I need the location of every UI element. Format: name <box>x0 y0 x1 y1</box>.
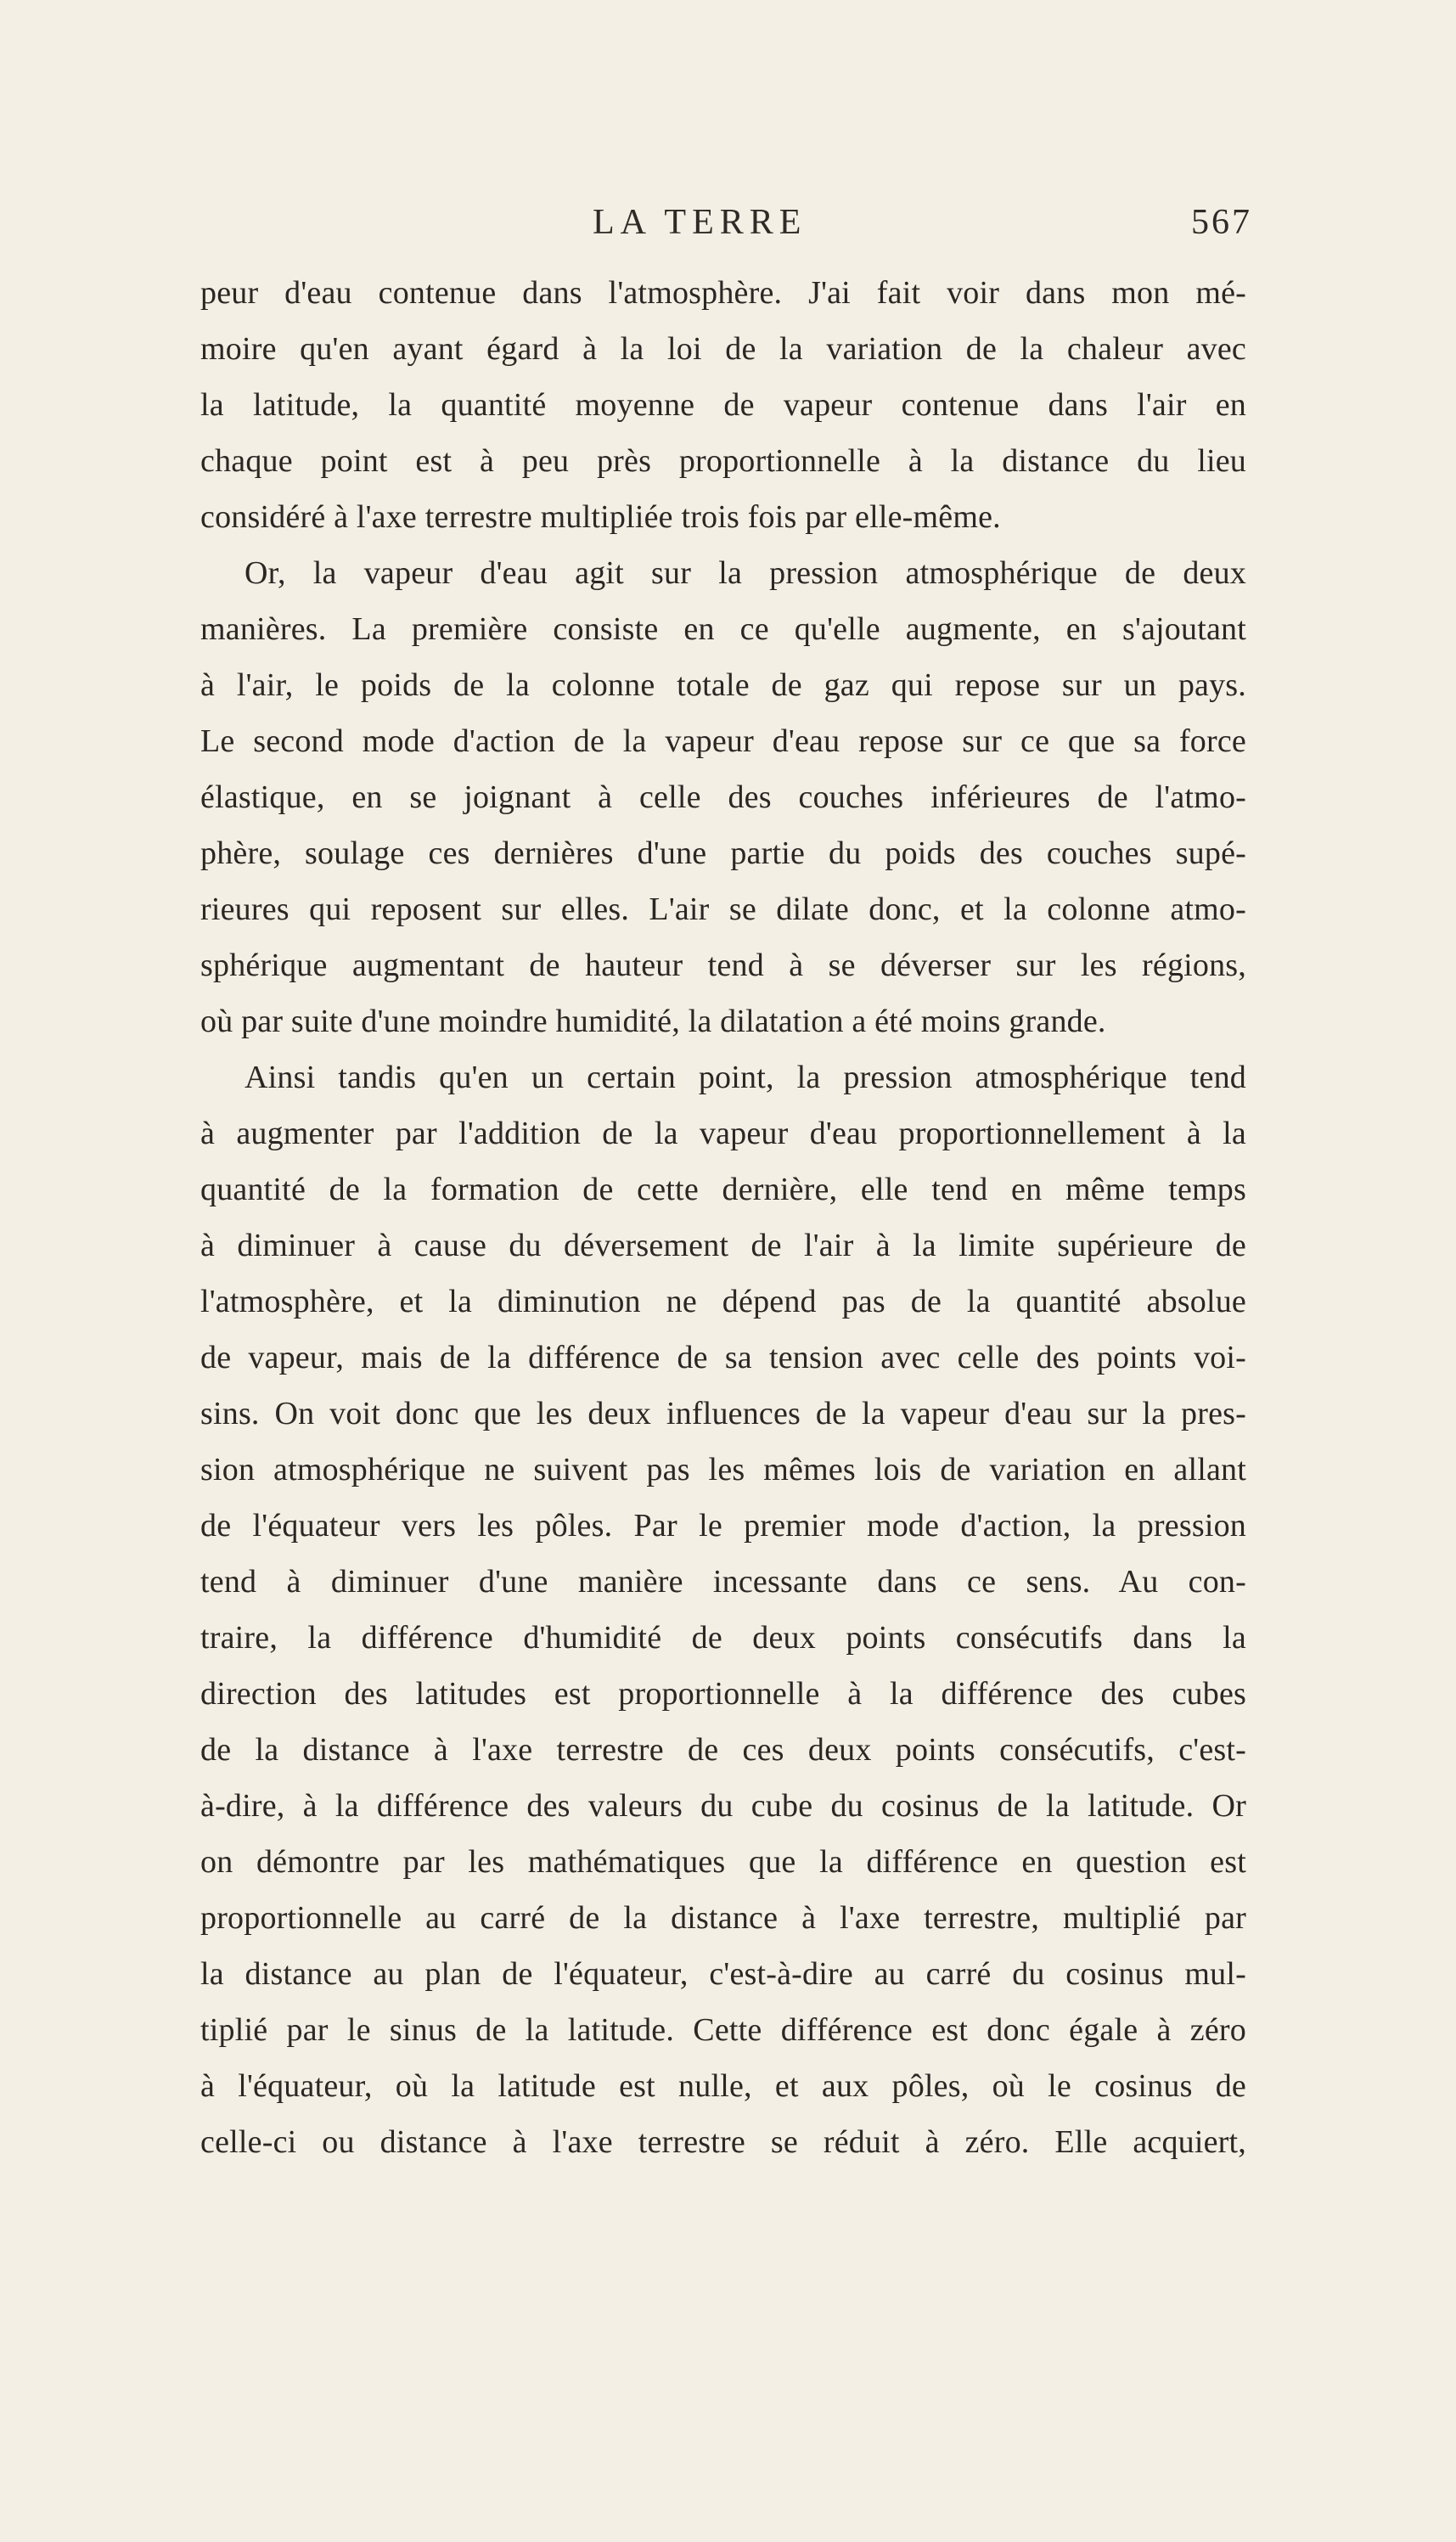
text-line: on démontre par les mathématiques que la différence en question est <box>200 1844 1246 1880</box>
text-line: de l'équateur vers les pôles. Par le premier mode d'action, la pression <box>200 1508 1246 1544</box>
text-line: de vapeur, mais de la différence de sa tension avec celle des points voi- <box>200 1340 1246 1375</box>
text-line: direction des latitudes est proportionnelle à la différence des cubes <box>200 1676 1246 1712</box>
text-line: à l'équateur, où la latitude est nulle, et aux pôles, où le cosinus de <box>200 2068 1246 2104</box>
text-line: la distance au plan de l'équateur, c'est-à-dire au carré du cosinus mul- <box>200 1956 1246 1992</box>
running-title: LA TERRE <box>593 203 807 242</box>
page-number: 567 <box>1191 203 1252 242</box>
text-line: où par suite d'une moindre humidité, la dilatation a été moins grande. <box>200 1004 1106 1039</box>
text-line: rieures qui reposent sur elles. L'air se dilate donc, et la colonne atmo- <box>200 891 1246 927</box>
text-line: chaque point est à peu près proportionnelle à la distance du lieu <box>200 443 1246 479</box>
text-line: sins. On voit donc que les deux influences de la vapeur d'eau sur la pres- <box>200 1396 1246 1431</box>
body-text <box>200 265 1246 2170</box>
text-line: Or, la vapeur d'eau agit sur la pression atmosphérique de deux <box>245 555 1246 591</box>
text-line: à l'air, le poids de la colonne totale de gaz qui repose sur un pays. <box>200 667 1246 703</box>
text-line: tend à diminuer d'une manière incessante dans ce sens. Au con- <box>200 1564 1246 1600</box>
text-line: proportionnelle au carré de la distance à l'axe terrestre, multiplié par <box>200 1900 1246 1936</box>
text-line: Le second mode d'action de la vapeur d'eau repose sur ce que sa force <box>200 723 1246 759</box>
text-line: à augmenter par l'addition de la vapeur d'eau proportionnellement à la <box>200 1116 1246 1151</box>
text-line: sion atmosphérique ne suivent pas les mêmes lois de variation en allant <box>200 1452 1246 1488</box>
text-line: traire, la différence d'humidité de deux points consécutifs dans la <box>200 1620 1246 1656</box>
text-line: à diminuer à cause du déversement de l'air à la limite supérieure de <box>200 1228 1246 1263</box>
text-line: manières. La première consiste en ce qu'elle augmente, en s'ajoutant <box>200 611 1246 647</box>
text-line: quantité de la formation de cette dernière, elle tend en même temps <box>200 1172 1246 1207</box>
text-line: celle-ci ou distance à l'axe terrestre se réduit à zéro. Elle acquiert, <box>200 2124 1246 2160</box>
text-line: l'atmosphère, et la diminution ne dépend pas de la quantité absolue <box>200 1284 1246 1319</box>
text-line: Ainsi tandis qu'en un certain point, la pression atmosphérique tend <box>245 1060 1246 1095</box>
text-line: tiplié par le sinus de la latitude. Cette différence est donc égale à zéro <box>200 2012 1246 2048</box>
text-line: élastique, en se joignant à celle des couches inférieures de l'atmo- <box>200 779 1246 815</box>
text-line: de la distance à l'axe terrestre de ces deux points consécutifs, c'est- <box>200 1732 1246 1768</box>
text-line: sphérique augmentant de hauteur tend à se déverser sur les régions, <box>200 948 1246 983</box>
text-line: à-dire, à la différence des valeurs du cube du cosinus de la latitude. Or <box>200 1788 1246 1824</box>
text-line: peur d'eau contenue dans l'atmosphère. J'ai fait voir dans mon mé- <box>200 275 1246 311</box>
text-line: moire qu'en ayant égard à la loi de la variation de la chaleur avec <box>200 331 1246 367</box>
text-line: phère, soulage ces dernières d'une partie du poids des couches supé- <box>200 835 1246 871</box>
text-line: la latitude, la quantité moyenne de vapeur contenue dans l'air en <box>200 387 1246 423</box>
page-header <box>0 202 1456 245</box>
text-line: considéré à l'axe terrestre multipliée trois fois par elle-même. <box>200 499 1001 535</box>
